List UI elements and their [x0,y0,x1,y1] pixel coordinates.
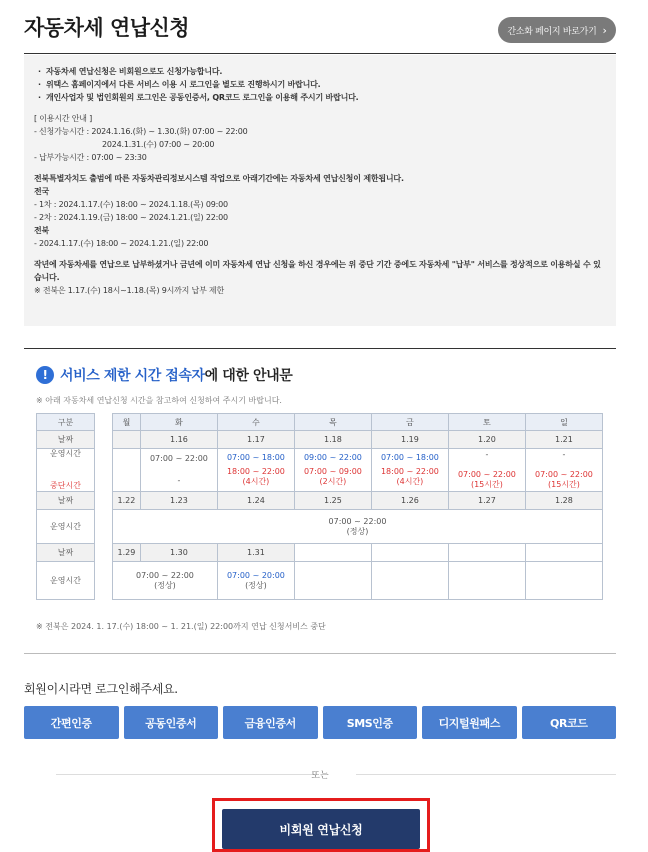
stop-time: 07:00 ~ 22:00 [535,470,593,479]
simple-page-link-button[interactable] [498,17,616,43]
table-cell: 1.16 [140,431,217,449]
stop-time: 18:00 ~ 22:00 [226,467,285,476]
table-cell [371,562,448,600]
stop-hours: (4시간) [242,477,270,486]
notice-bullets [34,65,606,104]
notice-bullet: · 자동차세 연납신청은 비회원으로도 신청가능합니다. [34,65,606,78]
table-cell: 1.28 [525,492,602,510]
login-prompt: 회원이시라면 로그인해주세요. [24,682,178,696]
op-note: (정상) [245,580,267,590]
table-row [37,544,603,562]
restriction-heading-highlight: 서비스 제한 시간 접속자 [60,368,205,384]
table-cell [113,562,218,600]
table-cell: 1.21 [525,431,602,449]
table-cell: 1.30 [140,544,217,562]
notice-bullet: · 개인사업자 및 법인회원의 로그인은 공동인증서, QR코드 로그인을 이용해 주시기 바랍니다. [34,91,606,104]
table-cell: 날짜 [37,492,95,510]
table-cell [113,431,141,449]
op-time: 07:00 ~ 22:00 [149,454,208,463]
table-cell [113,449,141,492]
nation-title: 전국 [34,187,50,196]
table-cell [294,449,371,492]
table-row [37,510,603,544]
restrict-intro: 전북특별자치도 출범에 따른 자동차관리정보시스템 작업으로 아래기간에는 자동차세 연납신청이 제한됩니다. [34,174,404,183]
restriction-subtitle: ※ 아래 자동차세 연납신청 시간을 참고하여 신청하여 주시기 바랍니다. [36,396,282,405]
schedule-table [36,413,603,600]
table-cell [217,562,294,600]
table-cell: 1.27 [448,492,525,510]
jeonbuk-period: - 2024.1.17.(수) 18:00 ~ 2024.1.21.(일) 22:00 [34,239,209,248]
page-title: 자동차세 연납신청 [24,16,190,40]
apply-hours: - 신청가능시간 : 2024.1.16.(화) ~ 1.30.(화) 07:00 ~ 22:00 [34,127,248,136]
table-cell [525,449,602,492]
table-cell [525,544,602,562]
table-cell: 운영시간 [37,510,95,544]
op-time: - [562,450,566,459]
financial-certificate-button[interactable]: 금융인증서 [223,706,318,739]
restriction-footnote: ※ 전북은 2024. 1. 17.(수) 18:00 ~ 1. 21.(일) 22:00까지 연납 신청서비스 중단 [36,622,326,631]
table-header-cell: 토 [448,414,525,431]
table-cell [371,544,448,562]
restriction-heading-rest: 에 대한 안내문 [204,368,293,384]
table-cell [37,449,95,492]
table-cell: 1.18 [294,431,371,449]
table-cell [217,449,294,492]
table-cell: 1.22 [113,492,141,510]
table-header-cell: 금 [371,414,448,431]
op-time: 07:00 ~ 22:00 [136,570,194,580]
table-row [37,492,603,510]
table-cell [448,544,525,562]
table-cell: 1.20 [448,431,525,449]
table-header-cell: 일 [525,414,602,431]
jeonbuk-title: 전북 [34,226,50,235]
restriction-section [24,348,616,631]
table-cell: 1.25 [294,492,371,510]
stop-hours: (4시간) [396,477,424,486]
table-cell [113,510,603,544]
table-cell: 1.24 [217,492,294,510]
op-time: 09:00 ~ 22:00 [303,453,362,462]
table-cell [294,562,371,600]
op-label: 운영시간 [50,449,81,458]
table-cell [371,449,448,492]
op-note: (정상) [346,526,369,536]
table-cell: 1.31 [217,544,294,562]
notice-bullet: · 위택스 홈페이지에서 다른 서비스 이용 시 로그인을 별도로 진행하시기 바랍니다. [34,78,606,91]
hours-title: [ 이용시간 안내 ] [34,114,93,123]
table-cell: 1.26 [371,492,448,510]
table-header-row [37,414,603,431]
sms-auth-button[interactable]: SMS인증 [323,706,418,739]
or-divider [24,766,616,782]
table-header-cell: 목 [294,414,371,431]
op-note: (정상) [154,580,176,590]
table-row [37,449,603,492]
op-time: - [485,450,489,459]
simple-auth-button[interactable]: 간편인증 [24,706,119,739]
stop-hours: (2시간) [319,477,347,486]
table-row [37,562,603,600]
table-cell: 1.17 [217,431,294,449]
table-cell [525,562,602,600]
table-header-cell: 화 [140,414,217,431]
table-header-cell: 수 [217,414,294,431]
pay-hours: - 납부가능시간 : 07:00 ~ 23:30 [34,153,147,162]
notice-note: 작년에 자동차세를 연납으로 납부하셨거나 금년에 이미 자동차세 연납 신청을 하신 경우에는 위 중단 기간 중에도 자동차세 "납부" 서비스를 정상적으로 이용하실 수 있습니다. [34,260,601,282]
auth-button-row [24,706,616,739]
table-cell [294,544,371,562]
table-cell [140,449,217,492]
table-header-cell: 월 [113,414,141,431]
non-member-highlight [212,798,430,852]
chevron-right-icon: › [602,23,607,37]
table-cell: 운영시간 [37,562,95,600]
table-cell: 1.19 [371,431,448,449]
stop-time: 07:00 ~ 22:00 [457,470,516,479]
notice-note-jeonbuk: ※ 전북은 1.17.(수) 18시~1.18.(목) 9시까지 납부 제한 [34,286,224,295]
nation-period-2: - 2차 : 2024.1.19.(금) 18:00 ~ 2024.1.21.(일) 22:00 [34,213,228,222]
section-divider [24,653,616,654]
apply-hours-last-day: 2024.1.31.(수) 07:00 ~ 20:00 [102,140,215,149]
stop-time: - [177,476,181,485]
table-cell [448,449,525,492]
simple-page-link-label: 간소화 페이지 바로가기 [507,26,597,37]
table-row [37,431,603,449]
table-cell: 1.23 [140,492,217,510]
stop-time: 18:00 ~ 22:00 [380,467,439,476]
op-time: 07:00 ~ 18:00 [226,453,285,462]
nation-period-1: - 1차 : 2024.1.17.(수) 18:00 ~ 2024.1.18.(목) 09:00 [34,200,228,209]
table-cell: 날짜 [37,431,95,449]
info-icon: ! [36,366,54,384]
stop-time: 07:00 ~ 09:00 [303,467,362,476]
non-member-apply-button[interactable]: 비회원 연납신청 [222,809,420,849]
notice-box [24,55,616,326]
joint-certificate-button[interactable]: 공동인증서 [124,706,219,739]
op-time: 07:00 ~ 18:00 [380,453,439,462]
stop-hours: (15시간) [548,480,580,489]
table-cell [448,562,525,600]
restriction-heading [36,365,292,385]
op-time: 07:00 ~ 22:00 [328,516,387,526]
table-cell: 1.29 [113,544,141,562]
digital-onepass-button[interactable]: 디지털원패스 [422,706,517,739]
table-cell: 날짜 [37,544,95,562]
op-time: 07:00 ~ 20:00 [226,570,285,580]
page-header [24,0,616,54]
stop-label: 중단시간 [50,481,81,490]
or-text: 또는 [311,771,329,781]
table-header-cell: 구분 [37,414,95,431]
stop-hours: (15시간) [470,480,503,489]
qr-code-button[interactable]: QR코드 [522,706,617,739]
